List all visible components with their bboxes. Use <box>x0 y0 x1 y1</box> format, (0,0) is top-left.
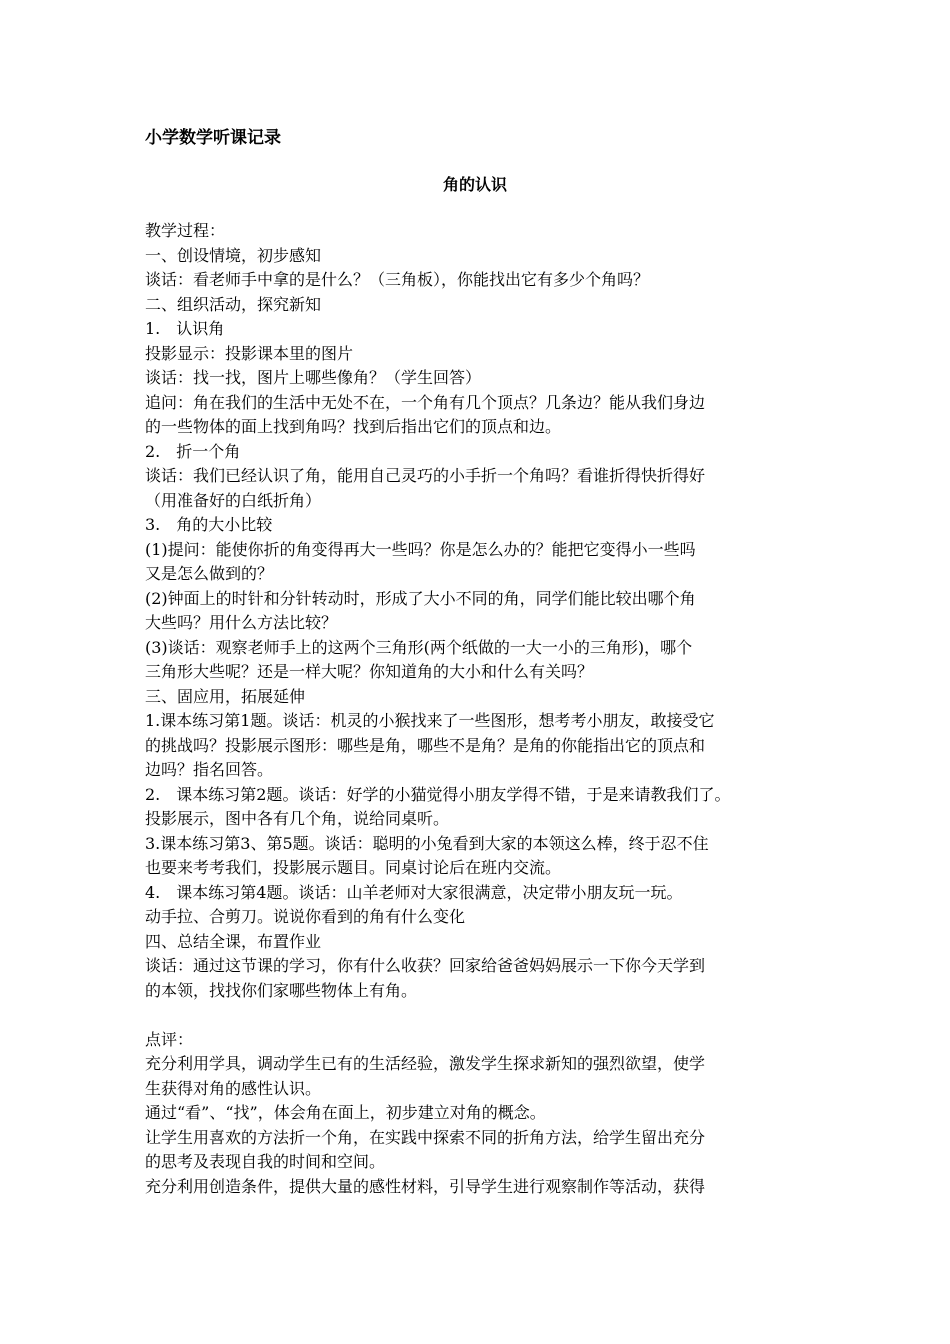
text-line: 投影显示：投影课本里的图片 <box>145 343 354 363</box>
text-line: 又是怎么做到的？ <box>145 564 274 583</box>
text-line: 投影展示，图中各有几个角，说给同桌听。 <box>145 809 450 828</box>
text-line: 教学过程： <box>145 221 226 240</box>
text-line: 大些吗？用什么方法比较？ <box>145 613 338 632</box>
review-line: 通过“看”、“找”，体会角在面上，初步建立对角的概念。 <box>145 1103 546 1122</box>
text-line: 边吗？指名回答。 <box>145 760 274 779</box>
review-line: 让学生用喜欢的方法折一个角，在实践中探索不同的折角方法，给学生留出充分 <box>145 1127 706 1147</box>
review-heading: 点评： <box>145 1029 194 1049</box>
text-line: 的挑战吗？投影展示图形：哪些是角，哪些不是角？是角的你能指出它的顶点和 <box>145 735 706 755</box>
review-line: 充分利用学具，调动学生已有的生活经验，激发学生探求新知的强烈欲望，使学 <box>145 1054 706 1073</box>
text-line: 的本领，找找你们家哪些物体上有角。 <box>145 980 418 1000</box>
text-line: 三角形大些呢？还是一样大呢？你知道角的大小和什么有关吗？ <box>145 662 594 681</box>
lesson-title: 角的认识 <box>442 175 507 194</box>
text-line: 1.课本练习第1题。谈话：机灵的小猴找来了一些图形，想考考小朋友，敢接受它 <box>145 711 715 730</box>
text-line: (2)钟面上的时针和分针转动时，形成了大小不同的角，同学们能比较出哪个角 <box>145 588 696 608</box>
text-line: 动手拉、合剪刀。说说你看到的角有什么变化 <box>145 907 466 926</box>
text-line: 2. 折一个角 <box>145 441 241 461</box>
text-line: 2. 课本练习第2题。谈话：好学的小猫觉得小朋友学得不错，于是来请教我们了。 <box>145 784 731 804</box>
paragraph-gap <box>145 1003 825 1028</box>
text-line: 的一些物体的面上找到角吗？找到后指出它们的顶点和边。 <box>145 417 562 436</box>
text-line: 1. 认识角 <box>145 319 225 338</box>
text-line: 一、创设情境，初步感知 <box>145 245 322 265</box>
text-line: 也要来考考我们，投影展示题目。同桌讨论后在班内交流。 <box>145 858 562 877</box>
review-line: 生获得对角的感性认识。 <box>145 1078 322 1098</box>
document-body <box>145 219 825 1199</box>
text-line: 二、组织活动，探究新知 <box>145 294 322 314</box>
text-line: 谈话：看老师手中拿的是什么？（三角板），你能找出它有多少个角吗？ <box>145 270 650 289</box>
text-line: 谈话：我们已经认识了角，能用自己灵巧的小手折一个角吗？看谁折得快折得好 <box>145 466 706 485</box>
text-line: (3)谈话：观察老师手上的这两个三角形(两个纸做的一大一小的三角形)，哪个 <box>145 637 693 657</box>
text-line: 谈话：找一找，图片上哪些像角？（学生回答） <box>145 368 482 387</box>
text-line: 三、固应用，拓展延伸 <box>145 686 306 706</box>
text-line: 谈话：通过这节课的学习，你有什么收获？回家给爸爸妈妈展示一下你今天学到 <box>145 956 706 975</box>
text-line: (1)提问：能使你折的角变得再大一些吗？你是怎么办的？能把它变得小一些吗 <box>145 539 696 559</box>
text-line: 3.课本练习第3、第5题。谈话：聪明的小兔看到大家的本领这么棒，终于忍不住 <box>145 833 709 853</box>
text-line: 3. 角的大小比较 <box>145 515 273 534</box>
review-line: 的思考及表现自我的时间和空间。 <box>145 1152 386 1171</box>
review-line: 充分利用创造条件，提供大量的感性材料，引导学生进行观察制作等活动，获得 <box>145 1176 706 1196</box>
text-line: 四、总结全课，布置作业 <box>145 931 322 951</box>
document-title: 小学数学听课记录 <box>145 128 281 148</box>
text-line: 4. 课本练习第4题。谈话：山羊老师对大家很满意，决定带小朋友玩一玩。 <box>145 882 683 902</box>
text-line: 追问：角在我们的生活中无处不在，一个角有几个顶点？几条边？能从我们身边 <box>145 392 706 412</box>
text-line: （用准备好的白纸折角） <box>145 490 322 510</box>
